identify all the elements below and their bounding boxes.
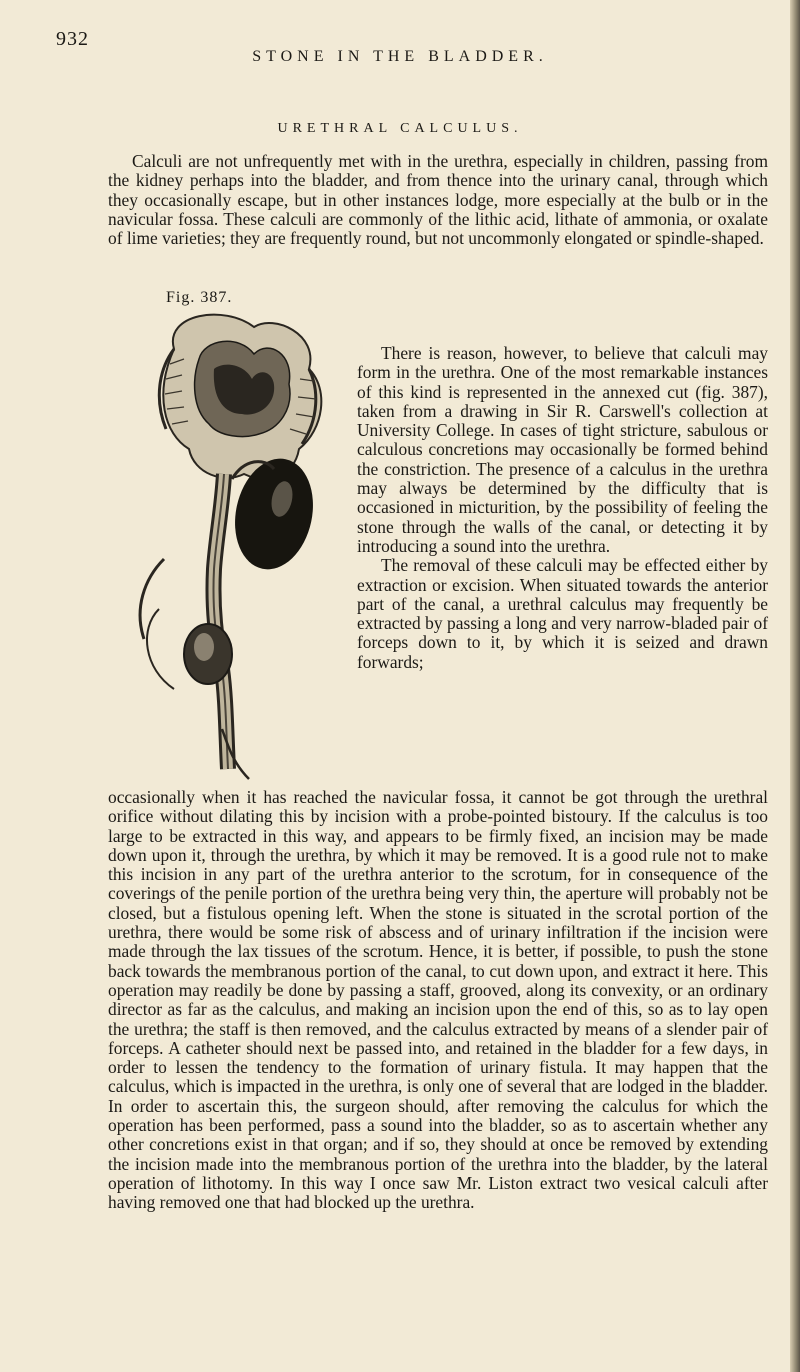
figure-387 — [104, 289, 352, 789]
running-head: STONE IN THE BLADDER. — [252, 48, 548, 65]
top-text-block — [108, 152, 768, 248]
page-edge — [790, 0, 800, 1372]
paragraph-removal-continued: occasionally when it has reached the navicular fossa, it cannot be got through the urethral orifice without dilating this by incision with a probe-pointed bistoury. If the calculus is too large to be extracted in this way, and appears to be firmly fixed, an incision may be made down upon it, through the urethra, by which it may be removed. It is a good rule not to make this incision in any part of the urethra anterior to the scrotum, for in consequence of the coverings of the penile portion of the urethra being very thin, the aperture will probably not be closed, but a fistulous opening left. When the stone is situated in the scrotal portion of the urethra, there would be some risk of abscess and of urinary infiltration if the incision were made through the lax tissues of the scrotum. Hence, it is better, if possible, to push the stone back towards the membranous portion of the canal, to cut down upon, and extract it here. This operation may readily be done by passing a staff, grooved, along its convexity, or an ordinary director as far as the calculus, and making an incision upon the end of this, so as to lay open the urethra; the staff is then removed, and the calculus extracted by means of a slender pair of forceps. A catheter should next be passed into, and retained in the bladder for a few days, in order to lessen the tendency to the formation of urinary fistula. It may happen that the calculus, which is impacted in the urethra, is only one of several that are lodged in the bladder. In order to ascertain this, the surgeon should, after removing the calculus for which the operation has been performed, pass a sound into the bladder, so as to ascertain whether any other concretions exist in that organ; and if so, they should at once be removed by extending the incision made into the membranous portion of the urethra into the bladder, by the lateral operation of lithotomy. In this way I once saw Mr. Liston extract two vesical calculi after having removed one that had blocked up the urethra. — [108, 787, 768, 1213]
figure-caption: Fig. 387. — [166, 289, 233, 306]
urethral-calculus-illustration — [104, 309, 352, 789]
bottom-text-block — [108, 788, 768, 1213]
page-number: 932 — [56, 28, 89, 50]
paragraph-formation: There is reason, however, to believe that calculi may form in the urethra. One of the most remarkable instances of this kind is represented in the annexed cut (fig. 387), taken from a drawing in Sir R. Carswell's collection at University College. In cases of tight stricture, sabulous or calculous concretions may occasionally be formed behind the constriction. The presence of a calculus in the urethra may always be determined by the difficulty that is occasioned in micturition, by the possibility of feeling the stone through the walls of the canal, or detecting it by introducing a sound into the urethra. — [357, 343, 768, 556]
section-title: URETHRAL CALCULUS. — [277, 121, 523, 136]
paragraph-removal: The removal of these calculi may be effected either by extraction or excision. When situated towards the anterior part of the canal, a urethral calculus may frequently be extracted by passing a long and very narrow-bladed pair of forceps down to it, by which it is seized and drawn forwards; — [357, 555, 768, 672]
side-text-block — [357, 344, 768, 672]
paragraph-intro: Calculi are not unfrequently met with in the urethra, especially in children, passing from the kidney perhaps into the bladder, and from thence into the urinary canal, through which they occasionally escape, but in other instances lodge, more especially at the bulb or in the navicular fossa. These calculi are commonly of the lithic acid, lithate of ammonia, or oxalate of lime varieties; they are frequently round, but not uncommonly elongated or spindle-shaped. — [108, 151, 768, 249]
